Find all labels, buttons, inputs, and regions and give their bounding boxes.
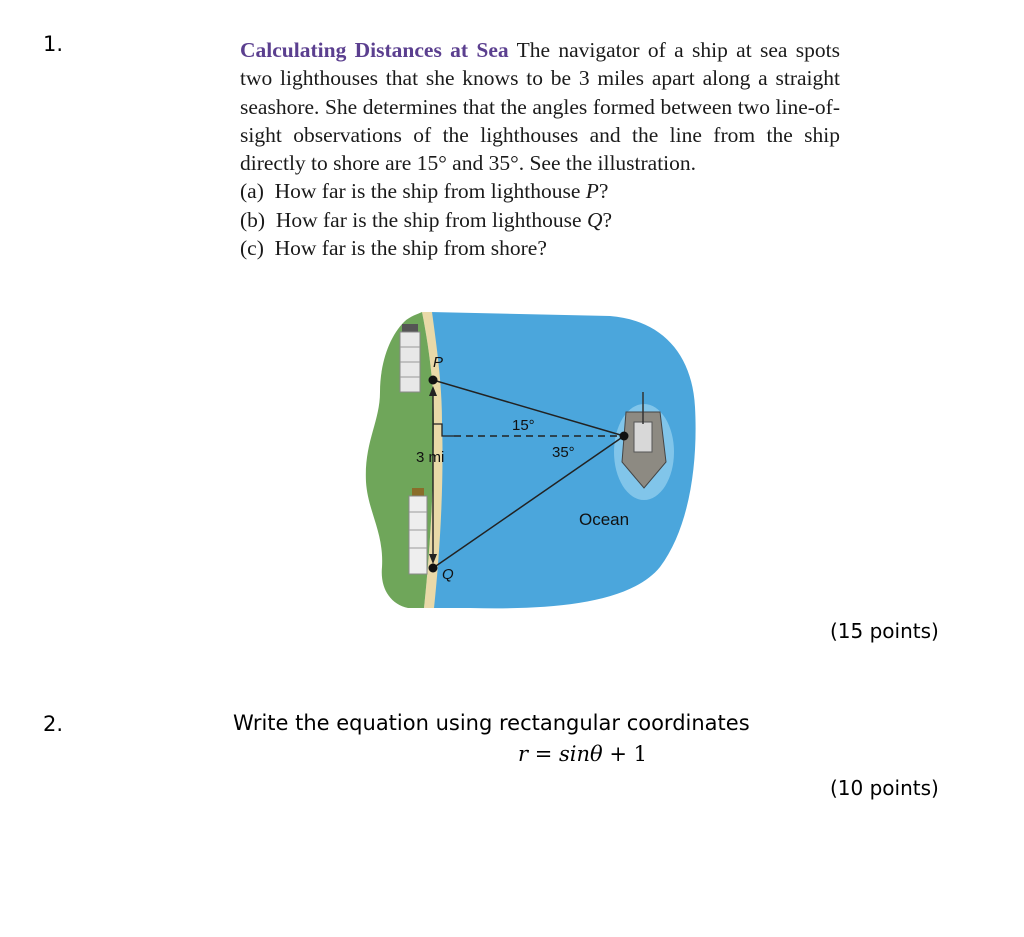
question-1-number: 1. <box>43 32 64 56</box>
question-2-prompt: Write the equation using rectangular coordinates <box>233 711 750 735</box>
part-b-var: Q <box>586 207 603 232</box>
point-p <box>429 376 438 385</box>
question-2-number: 2. <box>43 712 64 736</box>
lighthouse-illustration <box>360 312 700 612</box>
equation-tail: + 1 <box>602 742 647 766</box>
part-b-end: ? <box>602 207 613 232</box>
part-a-label: (a) <box>240 179 264 204</box>
point-q <box>429 564 438 573</box>
part-b-text: How far is the ship from lighthouse <box>275 207 587 232</box>
problem-title: Calculating Distances at Sea <box>240 38 509 62</box>
distance-label: 3 mi <box>416 449 445 466</box>
point-ship <box>620 432 629 441</box>
ocean-label: Ocean <box>579 510 630 529</box>
part-c-text: How far is the ship from shore? <box>274 236 547 261</box>
part-a <box>240 177 840 205</box>
part-b <box>240 206 840 234</box>
label-q: Q <box>442 566 454 583</box>
equation-rhs: sinθ <box>559 742 603 766</box>
lighthouse-p <box>400 324 420 392</box>
part-b-label: (b) <box>240 207 266 232</box>
part-a-text: How far is the ship from lighthouse <box>274 179 586 204</box>
angle-label-bottom: 35° <box>552 444 575 461</box>
equation-lhs: r <box>518 742 529 766</box>
question-1-points: (15 points) <box>830 619 939 643</box>
part-c-label: (c) <box>240 236 264 261</box>
angle-label-top: 15° <box>512 417 535 434</box>
question-2-points: (10 points) <box>830 776 939 800</box>
part-a-var: P <box>585 179 599 204</box>
equation-equals: = <box>528 742 559 766</box>
part-c <box>240 234 840 262</box>
lighthouse-q <box>409 488 427 574</box>
problem-paragraph <box>240 36 840 177</box>
part-a-end: ? <box>598 179 609 204</box>
label-p: P <box>433 354 444 371</box>
polar-equation <box>518 742 647 766</box>
question-1-problem <box>240 36 840 262</box>
problem-body: The navigator of a ship at sea spots two lighthouses that she knows to be 3 miles apart along a straight seashore. She determines that the angles formed between two line-of-sight observations of the lighthouses and the line from the ship directly to shore are 15° and 35°. See the illustration. <box>240 38 840 176</box>
